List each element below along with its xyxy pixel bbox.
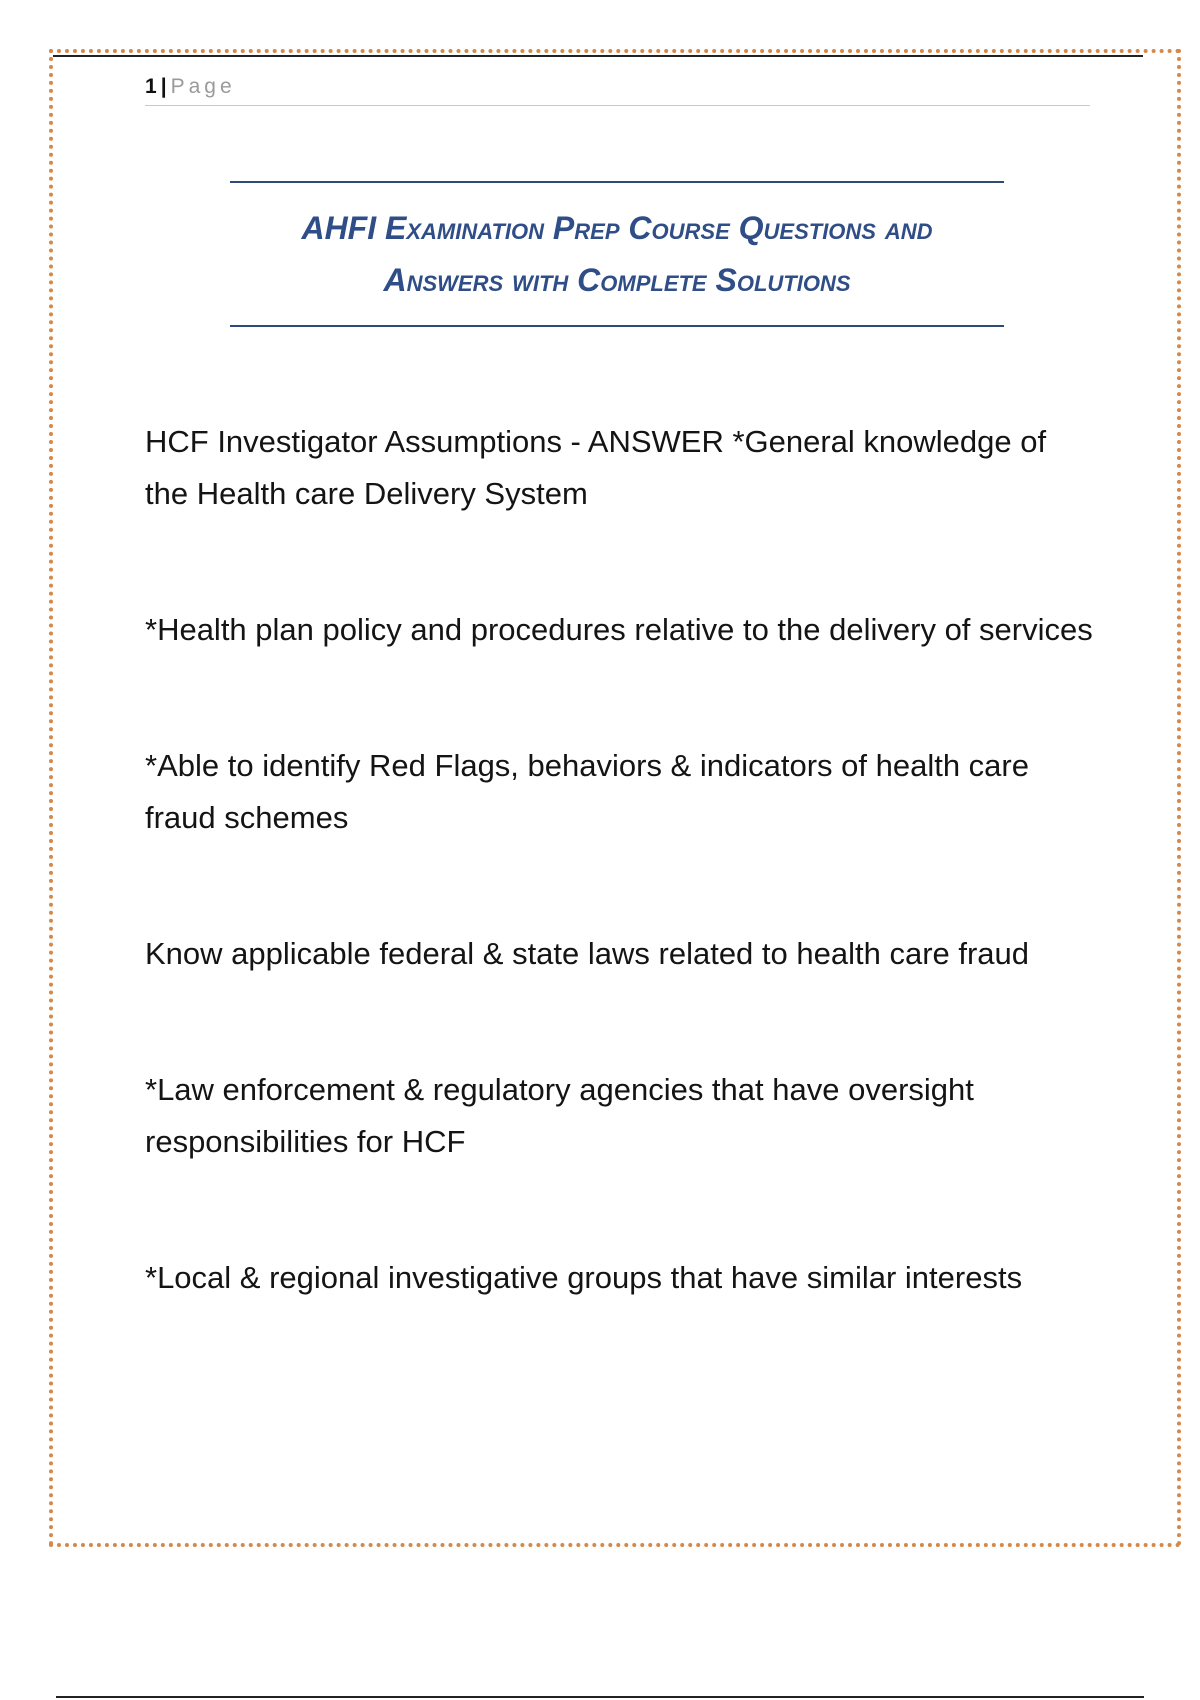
document-body [145,416,1095,1388]
title-line-1: AHFI Examination Prep Course Questions and [301,210,933,246]
paragraph: *Law enforcement & regulatory agencies that have oversight responsibilities for HCF [145,1072,974,1159]
document-title [230,181,1004,327]
page-number: 1 [145,75,157,98]
page-header [145,74,1090,106]
paragraph: *Able to identify Red Flags, behaviors & indicators of health care fraud schemes [145,748,1029,835]
paragraph: *Health plan policy and procedures relative to the delivery of services [145,612,1093,647]
title-line-2: Answers with Complete Solutions [383,262,851,298]
paragraph: HCF Investigator Assumptions - ANSWER *General knowledge of the Health care Delivery System [145,424,1047,511]
page-label: Page [170,75,236,98]
paragraph: *Local & regional investigative groups that have similar interests [145,1260,1023,1295]
bottom-rule [56,1696,1144,1698]
paragraph: Know applicable federal & state laws related to health care fraud [145,936,1030,971]
page-separator: | [160,75,167,98]
